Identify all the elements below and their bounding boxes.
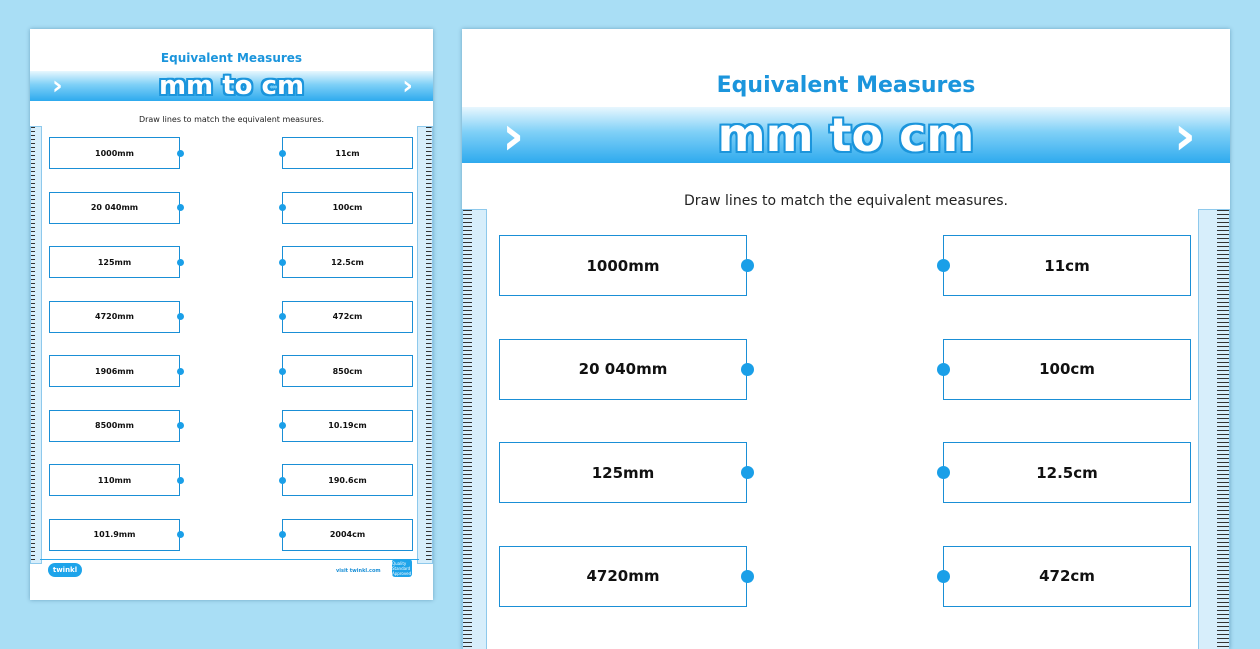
match-dot[interactable]	[741, 259, 754, 272]
measure-label: 472cm	[332, 312, 363, 321]
match-dot[interactable]	[177, 531, 184, 538]
left-measure-box	[49, 355, 180, 387]
right-measure-box	[282, 355, 413, 387]
measure-label: 8500mm	[95, 421, 134, 430]
measure-label: 472cm	[1039, 567, 1095, 585]
measure-label: 12.5cm	[1036, 463, 1098, 482]
match-dot[interactable]	[177, 259, 184, 266]
right-measure-box	[943, 442, 1191, 503]
right-measure-box	[282, 301, 413, 333]
match-dot[interactable]	[937, 570, 950, 583]
measure-label: 11cm	[335, 148, 360, 158]
measure-label: 12.5cm	[331, 257, 364, 267]
title-banner	[462, 103, 1230, 167]
match-dot[interactable]	[937, 259, 950, 272]
match-dot[interactable]	[937, 363, 950, 376]
measure-label: 100cm	[1039, 360, 1095, 378]
left-measure-box	[49, 464, 180, 496]
instruction: Draw lines to match the equivalent measures.	[684, 193, 1008, 209]
quality-badge: Quality Standard Approved	[392, 560, 412, 576]
match-dot[interactable]	[177, 477, 184, 484]
title-banner	[30, 71, 433, 101]
match-dot[interactable]	[741, 570, 754, 583]
right-measure-box	[282, 192, 413, 224]
ruler-left	[462, 209, 487, 649]
left-measure-box	[499, 235, 747, 296]
chevron-right-icon: ›	[502, 103, 525, 167]
ruler-right	[417, 126, 433, 564]
footer-divider	[40, 559, 419, 560]
measure-label: 11cm	[1044, 256, 1090, 275]
left-measure-box	[49, 519, 180, 551]
left-measure-box	[49, 410, 180, 442]
left-measure-box	[49, 192, 180, 224]
match-dot[interactable]	[279, 422, 286, 429]
right-measure-box	[943, 546, 1191, 607]
left-measure-box	[49, 137, 180, 169]
measure-label: 100cm	[332, 203, 363, 212]
measure-label: 10.19cm	[328, 421, 367, 430]
match-dot[interactable]	[279, 368, 286, 375]
match-dot[interactable]	[177, 150, 184, 157]
left-measure-box	[499, 339, 747, 400]
ruler-left	[30, 126, 42, 564]
measure-label: 125mm	[97, 257, 132, 267]
right-measure-box	[282, 410, 413, 442]
measure-label: 850cm	[332, 366, 363, 376]
match-dot[interactable]	[741, 466, 754, 479]
worksheet-preview-large	[462, 29, 1230, 649]
right-measure-box	[943, 339, 1191, 400]
match-dot[interactable]	[741, 363, 754, 376]
right-measure-box	[282, 519, 413, 551]
left-measure-box	[49, 301, 180, 333]
chevron-right-icon: ›	[1173, 103, 1196, 167]
match-dot[interactable]	[279, 150, 286, 157]
match-dot[interactable]	[177, 422, 184, 429]
page-title: mm to cm	[158, 71, 305, 101]
chevron-right-icon: ›	[402, 71, 413, 101]
measure-label: 4720mm	[95, 312, 134, 321]
right-measure-box	[943, 235, 1191, 296]
match-dot[interactable]	[177, 313, 184, 320]
footer-url: visit twinkl.com	[336, 568, 381, 574]
left-measure-box	[49, 246, 180, 278]
match-dot[interactable]	[937, 466, 950, 479]
ruler-right	[1198, 209, 1230, 649]
match-dot[interactable]	[279, 313, 286, 320]
subtitle: Equivalent Measures	[160, 51, 303, 65]
match-dot[interactable]	[177, 204, 184, 211]
left-measure-box	[499, 442, 747, 503]
measure-label: 20 040mm	[578, 360, 668, 378]
left-measure-box	[499, 546, 747, 607]
subtitle: Equivalent Measures	[716, 73, 976, 98]
measure-label: 1000mm	[586, 256, 660, 275]
measure-label: 190.6cm	[328, 475, 367, 485]
measure-label: 1906mm	[95, 366, 134, 376]
right-measure-box	[282, 464, 413, 496]
page-title: mm to cm	[717, 108, 975, 162]
measure-label: 125mm	[591, 463, 655, 482]
measure-label: 1000mm	[95, 148, 134, 158]
match-dot[interactable]	[177, 368, 184, 375]
match-dot[interactable]	[279, 204, 286, 211]
measure-label: 4720mm	[586, 567, 660, 585]
measure-label: 2004cm	[329, 530, 366, 539]
measure-label: 101.9mm	[93, 530, 136, 539]
measure-label: 110mm	[97, 475, 132, 485]
chevron-right-icon: ›	[52, 71, 63, 101]
match-dot[interactable]	[279, 531, 286, 538]
match-dot[interactable]	[279, 477, 286, 484]
right-measure-box	[282, 137, 413, 169]
worksheet-preview-small	[30, 29, 433, 600]
instruction: Draw lines to match the equivalent measures.	[138, 115, 325, 124]
twinkl-logo: twinkl	[48, 563, 82, 577]
measure-label: 20 040mm	[90, 203, 139, 212]
match-dot[interactable]	[279, 259, 286, 266]
right-measure-box	[282, 246, 413, 278]
